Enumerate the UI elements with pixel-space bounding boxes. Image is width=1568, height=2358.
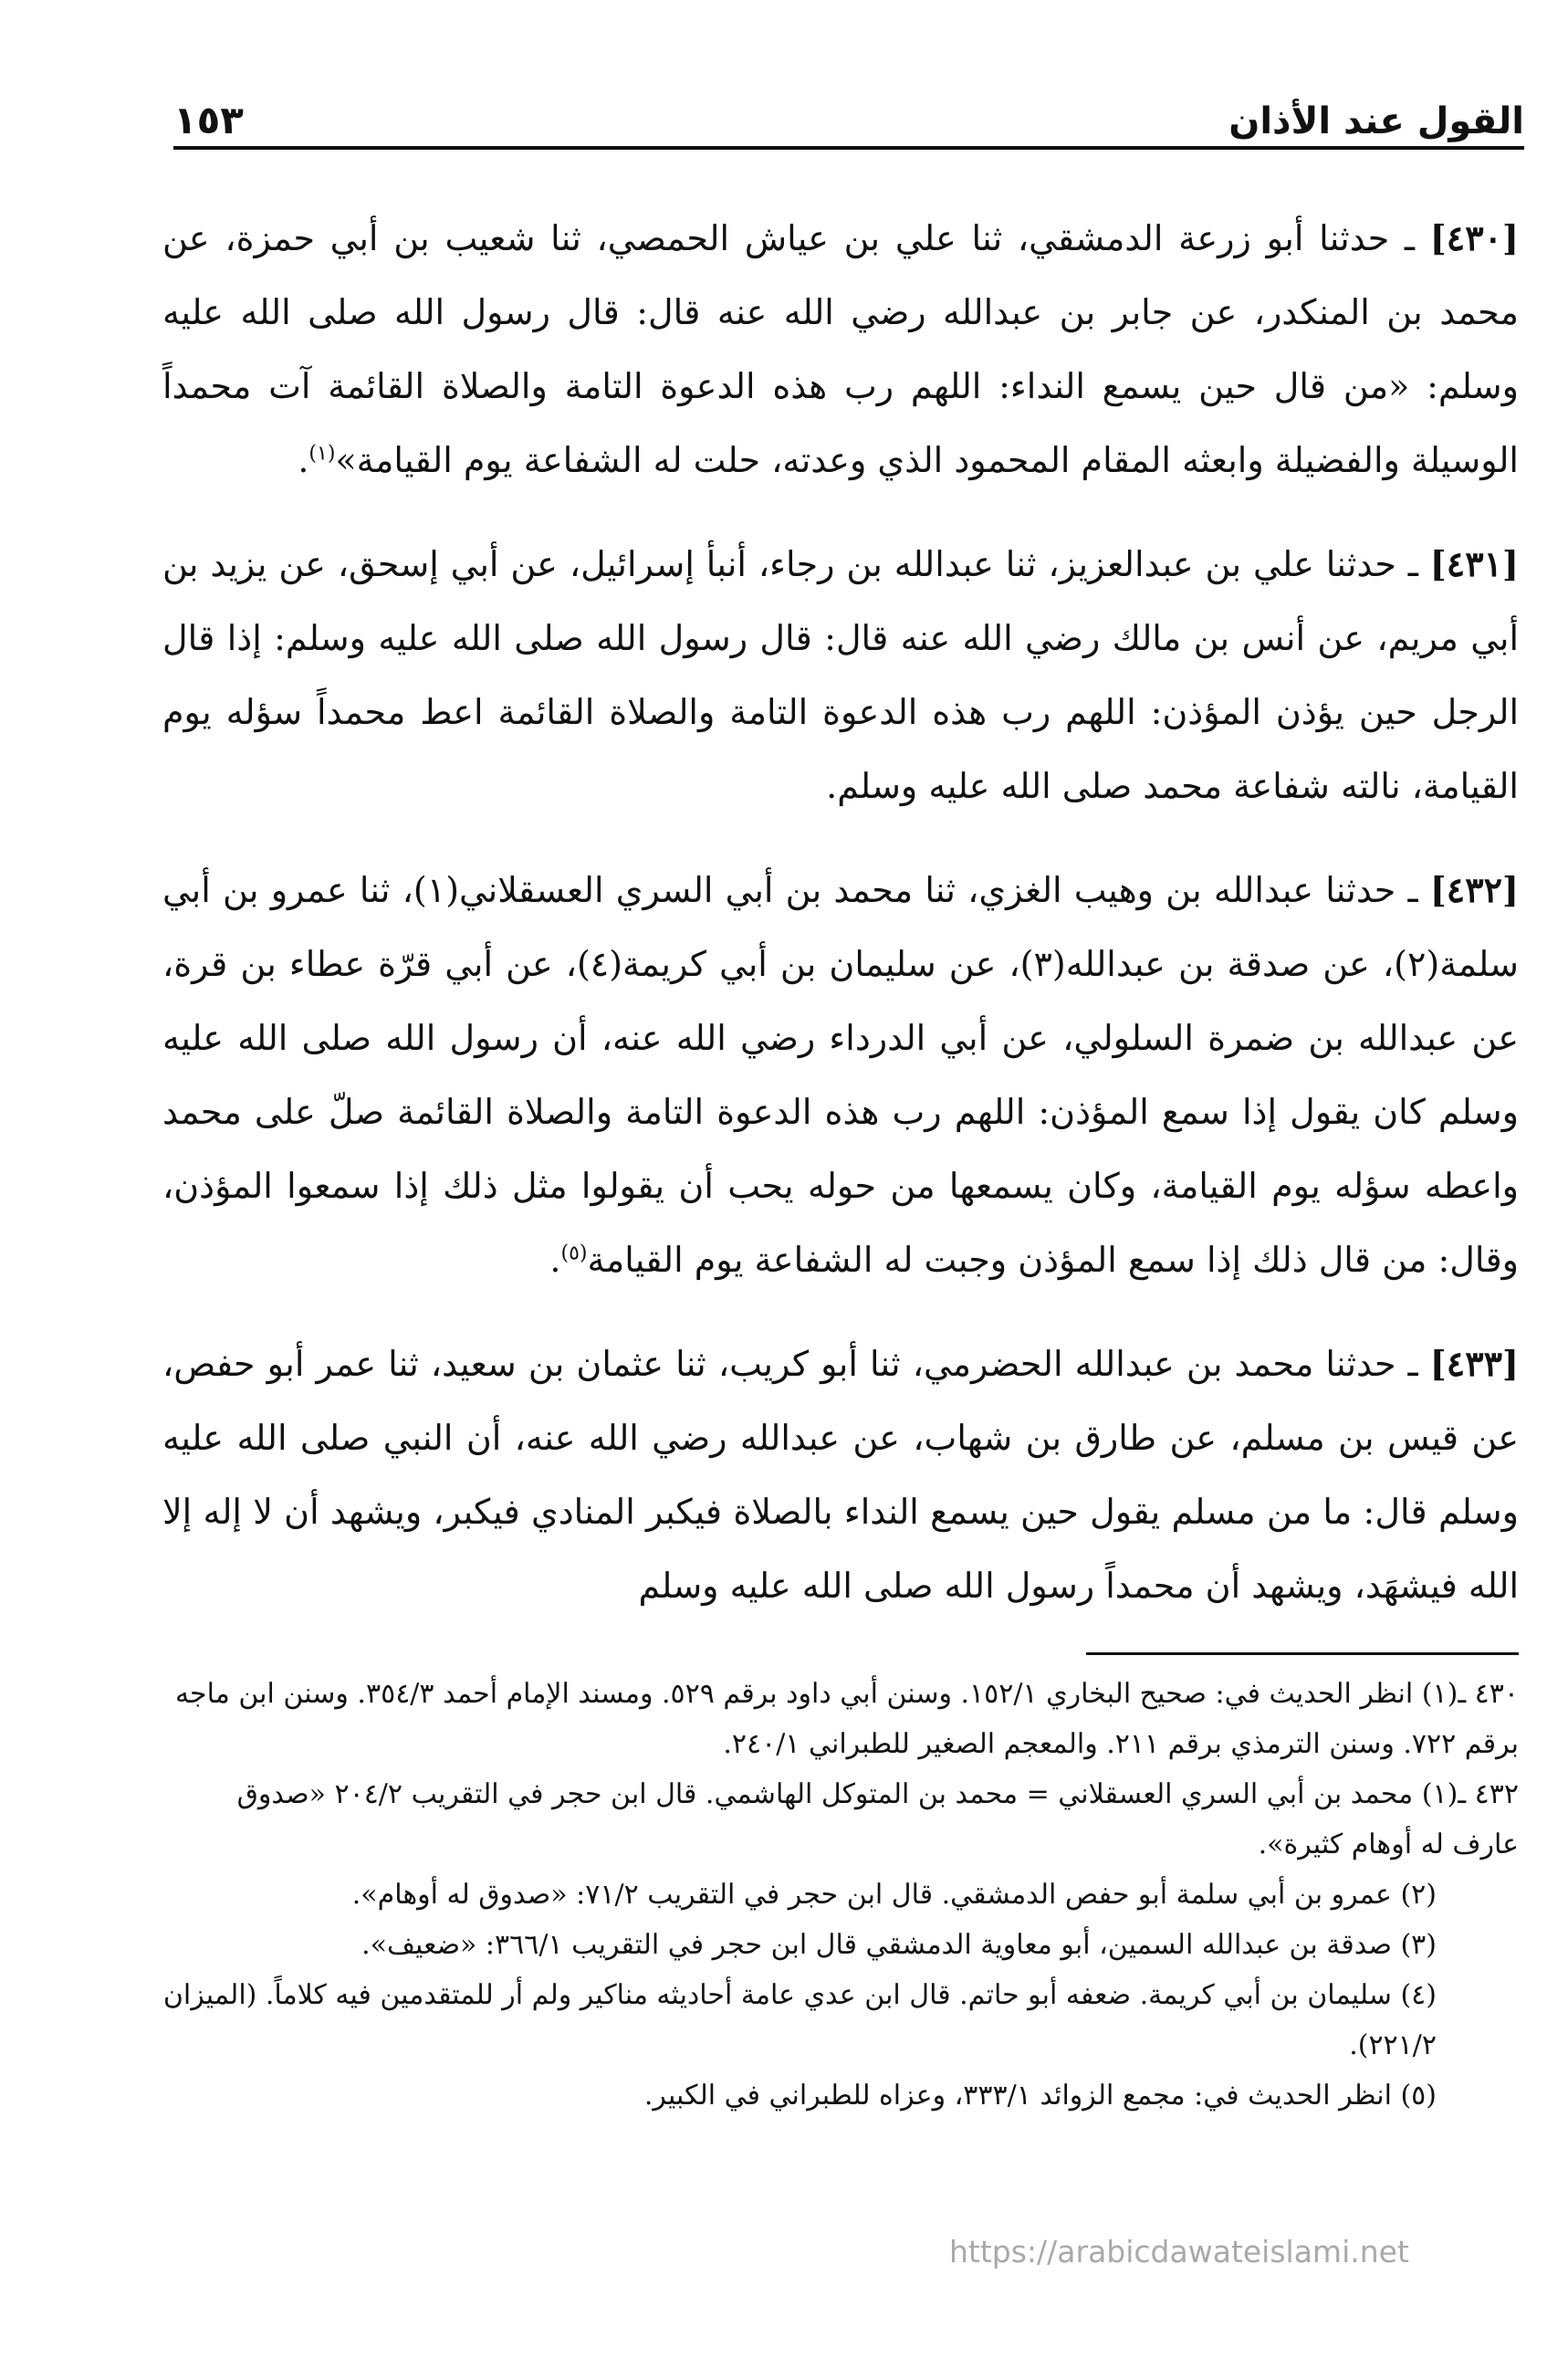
hadith-431 xyxy=(162,527,1519,823)
hadith-text: ـ حدثنا أبو زرعة الدمشقي، ثنا علي بن عياش الحمصي، ثنا شعيب بن أبي حمزة، عن محمد بن المنكدر، عن جابر بن عبدالله رضي الله عنه قال: قال رسول الله صلى الله عليه وسلم: «من قال حين يسمع النداء: اللهم رب هذه الدعوة التامة والصلاة القائمة آت محمداً الوسيلة والفضيلة وابعثه المقام المحمود الذي وعدته، حلت له الشفاعة يوم القيامة» xyxy=(162,218,1519,480)
footnote-432-5: (٥) انظر الحديث في: مجمع الزوائد ٣٣٣/١، وعزاه للطبراني في الكبير. xyxy=(643,2080,1437,2112)
page-number: ١٥٣ xyxy=(173,98,244,142)
footnote-rule xyxy=(1086,1652,1519,1655)
footnote-432-3: (٣) صدقة بن عبدالله السمين، أبو معاوية الدمشقي قال ابن حجر في التقريب ٣٦٦/١: «ضعيف». xyxy=(361,1929,1437,1961)
hadith-end: . xyxy=(298,440,309,480)
hadith-text: ـ حدثنا علي بن عبدالعزيز، ثنا عبدالله بن رجاء، أنبأ إسرائيل، عن أبي إسحق، عن يزيد بن أبي مريم، عن أنس بن مالك رضي الله عنه قال: قال رسول الله صلى الله عليه وسلم: إذا قال الرجل حين يؤذن المؤذن: اللهم رب هذه الدعوة التامة والصلاة القائمة اعط محمداً سؤله يوم القيامة، نالته شفاعة محمد صلى الله عليه وسلم. xyxy=(162,544,1519,806)
main-text xyxy=(162,201,1519,1652)
footnote-430-1: ٤٣٠ ـ(١) انظر الحديث في: صحيح البخاري ١٥٢/١. وسنن أبي داود برقم ٥٢٩. ومسند الإمام أحمد ٣٥٤/٣. وسنن ابن ماجه برقم ٧٢٢. وسنن الترمذي برقم ٢١١. والمعجم الصغير للطبراني ٢٤٠/١. xyxy=(174,1678,1519,1760)
hadith-number: [٤٣٠] xyxy=(1429,217,1519,258)
hadith-433 xyxy=(162,1326,1519,1623)
footnote-432-4: (٤) سليمان بن أبي كريمة. ضعفه أبو حاتم. قال ابن عدي عامة أحاديثه مناكير ولم أر للمتقدمين فيه كلاماً. (الميزان ٢٢١/٢). xyxy=(162,1979,1437,2061)
footnotes xyxy=(162,1669,1519,2121)
hadith-end: . xyxy=(549,1240,561,1280)
footnote-ref: (١) xyxy=(308,442,336,466)
hadith-text: ـ حدثنا محمد بن عبدالله الحضرمي، ثنا أبو كريب، ثنا عثمان بن سعيد، ثنا عمر أبو حفص، عن قيس بن مسلم، عن طارق بن شهاب، عن عبدالله رضي الله عنه، أن النبي صلى الله عليه وسلم قال: ما من مسلم يقول حين يسمع النداء بالصلاة فيكبر المنادي فيكبر، ويشهد أن لا إله إلا الله فيشهَد، ويشهد أن محمداً رسول الله صلى الله عليه وسلم xyxy=(162,1344,1519,1606)
watermark-url: https://arabicdawateislami.net xyxy=(949,2234,1409,2269)
header-rule xyxy=(173,146,1524,150)
hadith-number: [٤٣٢] xyxy=(1429,869,1520,910)
footnote-ref: (٥) xyxy=(560,1242,588,1265)
hadith-number: [٤٣١] xyxy=(1429,543,1519,584)
hadith-number: [٤٣٣] xyxy=(1429,1343,1519,1384)
hadith-430 xyxy=(162,201,1519,498)
footnote-432-1: ٤٣٢ ـ(١) محمد بن أبي السري العسقلاني = محمد بن المتوكل الهاشمي. قال ابن حجر في التقريب ٢٠٤/٢ «صدوق عارف له أوهام كثيرة». xyxy=(236,1778,1519,1860)
chapter-title: القول عند الأذان xyxy=(1228,100,1524,142)
hadith-text: ـ حدثنا عبدالله بن وهيب الغزي، ثنا محمد بن أبي السري العسقلاني(١)، ثنا عمرو بن أبي سلمة(٢)، عن صدقة بن عبدالله(٣)، عن سليمان بن أبي كريمة(٤)، عن أبي قرّة عطاء بن قرة، عن عبدالله بن ضمرة السلولي، عن أبي الدرداء رضي الله عنه، أن رسول الله صلى الله عليه وسلم كان يقول إذا سمع المؤذن: اللهم رب هذه الدعوة التامة والصلاة القائمة صلّ على محمد واعطه سؤله يوم القيامة، وكان يسمعها من حوله يحب أن يقولوا مثل ذلك إذا سمعوا المؤذن، وقال: من قال ذلك إذا سمع المؤذن وجبت له الشفاعة يوم القيامة xyxy=(162,870,1519,1280)
footnote-432-2: (٢) عمرو بن أبي سلمة أبو حفص الدمشقي. قال ابن حجر في التقريب ٧١/٢: «صدوق له أوهام». xyxy=(351,1879,1437,1911)
hadith-432 xyxy=(162,853,1519,1297)
running-header xyxy=(173,84,1524,142)
